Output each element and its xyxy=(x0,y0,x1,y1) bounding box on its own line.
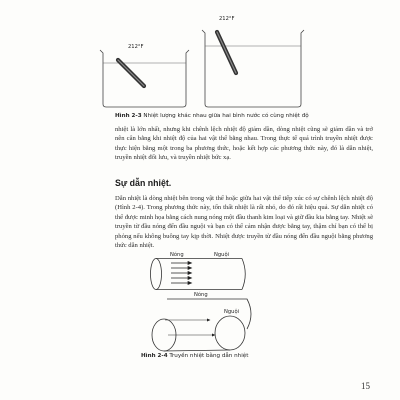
small-beaker xyxy=(100,50,189,107)
figure-2-4-contact-rods xyxy=(152,299,251,351)
figure-2-4-pipe xyxy=(151,259,246,290)
heat-flow-arrows xyxy=(171,262,192,285)
paragraph-1: nhiệt là lớn nhất, nhưng khi chênh lệch nhiệt độ giảm dần, dòng nhiệt cũng sẽ giảm dần và trở nên cân bằng khi nhiệt độ của hai vật thể bằng nhau. Trong thực tế quá trình truyền nhiệt được thực hiện bằng một trong ba phương thức, hoặc kết hợp các phương thức này, đó là dẫn nhiệt, truyền nhiệt đối lưu, và truyền nhiệt bức xạ. xyxy=(115,126,373,162)
thermometer-label-small: 212°F xyxy=(128,44,144,50)
small-thermometer xyxy=(118,60,144,86)
figure-2-4-caption xyxy=(141,353,248,359)
page-number: 15 xyxy=(361,381,370,391)
figure-2-3-caption-text: Nhiệt lượng khác nhau giữa hai bình nước có cùng nhiệt độ xyxy=(143,113,309,119)
cold-label-bottom: Nguội xyxy=(224,309,240,315)
figure-2-3-caption-label: Hình 2-3 xyxy=(115,113,142,119)
thermometer-label-large: 212°F xyxy=(219,16,235,22)
paragraph-2: Dẫn nhiệt là dòng nhiệt bên trong vật thể hoặc giữa hai vật thể tiếp xúc có sự chênh lệch nhiệt độ (Hình 2-4). Trong phương thức này, tổn thất nhiệt là rất nhỏ, do đó rất hiệu quả. Sự dẫn nhiệt có thể được minh họa bằng cách nung nóng một đầu thanh kim loại và giữ đầu kia bằng tay. Nhiệt sẽ truyền từ đầu nóng đến đầu nguội và bạn có thể cảm nhận được bằng tay, thậm chí bạn có thể bị phỏng nếu không buông tay kịp thời. Nhiệt được truyền từ đầu nóng đến đầu nguội bằng phương thức dẫn nhiệt. xyxy=(115,195,373,250)
figure-2-4-caption-text: Truyền nhiệt bằng dẫn nhiệt xyxy=(169,353,249,359)
figure-2-3-caption xyxy=(115,113,309,119)
section-heading: Sự dẫn nhiệt. xyxy=(115,178,172,188)
large-thermometer xyxy=(217,32,236,73)
figure-2-4-caption-label: Hình 2-4 xyxy=(141,353,168,359)
hot-label-bottom: Nóng xyxy=(194,292,208,298)
cold-label-top: Nguội xyxy=(214,252,230,258)
large-beaker xyxy=(202,30,304,107)
hot-label-top: Nóng xyxy=(170,252,184,258)
contact-arrowheads xyxy=(207,319,216,337)
